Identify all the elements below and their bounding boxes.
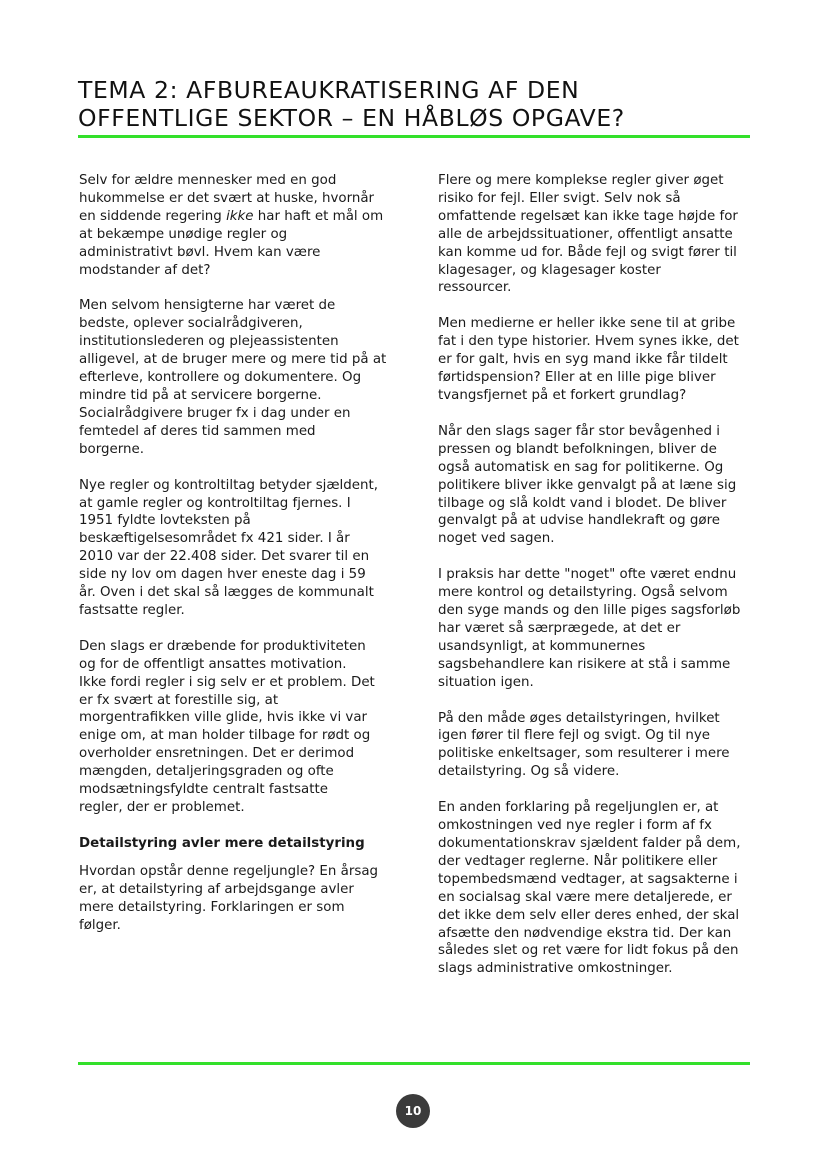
text-line: den syge mands og den lille piges sagsforløb <box>438 603 741 619</box>
text-line: dokumentationskrav sjældent falder på dem, <box>438 836 741 851</box>
text-line: usandsynligt, at kommunernes <box>438 638 646 654</box>
page-title <box>78 76 758 132</box>
text-line: og for de offentligt ansattes motivation. <box>79 656 347 672</box>
text-line: femtedel af deres tid sammen med <box>79 423 316 439</box>
text-line: Men selvom hensigterne har været de <box>79 298 336 314</box>
text-line: er fx svært at forestille sig, at <box>79 692 279 708</box>
text-line: enige om, at man holder tilbage for rødt og <box>79 728 371 744</box>
paragraph <box>79 477 397 620</box>
text-line: Når den slags sager får stor bevågenhed i <box>438 423 720 439</box>
text-line: overholder ensretningen. Det er derimod <box>79 746 355 762</box>
text-line: situation igen. <box>438 674 534 690</box>
text-line: mere kontrol og detailstyring. Også selvom <box>438 585 728 601</box>
left-column <box>79 172 397 952</box>
text-line: omkostningen ved nye regler i form af fx <box>438 818 712 834</box>
text-line: mere detailstyring. Forklaringen er som <box>79 899 345 915</box>
text-line: politiske enkeltsager, som resulterer i mere <box>438 746 730 762</box>
text-line: I praksis har dette "noget" ofte været endnu <box>438 567 737 583</box>
text-line: førtidspension? Eller at en lille pige bliver <box>438 370 716 386</box>
paragraph <box>79 172 397 279</box>
text-line: at gamle regler og kontroltiltag fjernes. I <box>79 495 351 511</box>
paragraph <box>438 566 756 691</box>
text-line: bedste, oplever socialrådgiveren, <box>79 316 303 332</box>
text-line: mængden, detaljeringsgraden og ofte <box>79 764 334 780</box>
text-line: fastsatte regler. <box>79 602 185 618</box>
paragraph <box>438 315 756 405</box>
paragraph <box>79 863 397 935</box>
paragraph <box>438 172 756 297</box>
text-line: således slet og ret være for lidt fokus på den <box>438 943 739 959</box>
text-line: Ikke fordi regler i sig selv er et problem. Det <box>79 674 375 690</box>
text-line: også automatisk en sag for politikerne. Og <box>438 459 724 475</box>
title-line: TEMA 2: AFBUREAUKRATISERING AF DEN <box>78 76 580 104</box>
text-line: borgerne. <box>79 441 144 457</box>
text-line: fat i den type historier. Hvem synes ikke, det <box>438 334 739 350</box>
text-line: På den måde øges detailstyringen, hvilket <box>438 710 720 726</box>
text-line: sagsbehandlere kan risikere at stå i samme <box>438 656 731 672</box>
paragraph <box>79 638 397 817</box>
right-column <box>438 172 756 996</box>
text-line: Flere og mere komplekse regler giver øget <box>438 173 724 188</box>
text-line: 1951 fyldte lovteksten på <box>79 513 251 529</box>
emphasis: ikke <box>226 208 254 224</box>
text-line: er for galt, hvis en syg mand ikke får tildelt <box>438 352 728 368</box>
bottom-divider <box>78 1062 750 1065</box>
text-line: tilbage og slå koldt vand i blodet. De bliver <box>438 495 727 511</box>
title-line: OFFENTLIGE SEKTOR – EN HÅBLØS OPGAVE? <box>78 104 625 132</box>
paragraph <box>438 423 756 548</box>
text-line: det ikke dem selv eller deres enhed, der skal <box>438 907 740 923</box>
text-line: alligevel, at de bruger mere og mere tid på at <box>79 352 387 368</box>
text-line: modstander af det? <box>79 262 211 278</box>
text-line: klagesager, og klagesager koster <box>438 262 661 278</box>
text-line: topembedsmænd vedtager, at sagsakterne i <box>438 871 738 887</box>
text-line: noget ved sagen. <box>438 531 555 547</box>
text-line: genvalgt på at udvise handlekraft og gøre <box>438 513 721 529</box>
text-line: Den slags er dræbende for produktiviteten <box>79 638 366 654</box>
text-line: Selv for ældre mennesker med en god <box>79 173 337 188</box>
text-line: Socialrådgivere bruger fx i dag under en <box>79 405 351 421</box>
text-line: følger. <box>79 917 121 933</box>
text-line: administrativt bøvl. Hvem kan være <box>79 244 321 260</box>
text-line: modsætningsfyldte centralt fastsatte <box>79 782 328 798</box>
text-line: slags administrative omkostninger. <box>438 961 673 977</box>
page-number-badge: 10 <box>396 1094 430 1128</box>
paragraph <box>79 297 397 458</box>
text-line: igen fører til flere fejl og svigt. Og til nye <box>438 728 711 744</box>
text-line: en socialsag skal være mere detaljerede, er <box>438 889 732 905</box>
text-line: Nye regler og kontroltiltag betyder sjældent, <box>79 477 379 493</box>
text-line: Men medierne er heller ikke sene til at gribe <box>438 316 736 332</box>
text-line: mindre tid på at servicere borgerne. <box>79 387 322 403</box>
section-heading: Detailstyring avler mere detailstyring <box>79 835 365 851</box>
text-line: politikere bliver ikke genvalgt på at læne sig <box>438 477 737 493</box>
text-line: kan komme ud for. Både fejl og svigt fører til <box>438 244 737 260</box>
text-line: institutionslederen og plejeassistenten <box>79 334 339 350</box>
text-line: En anden forklaring på regeljunglen er, at <box>438 800 719 816</box>
text-line: beskæftigelsesområdet fx 421 sider. I år <box>79 531 350 547</box>
text-line: 2010 var der 22.408 sider. Det svarer til en <box>79 549 370 565</box>
text-line: Hvordan opstår denne regeljungle? En årsag <box>79 863 379 879</box>
text-line: er, at detailstyring af arbejdsgange avler <box>79 881 354 897</box>
paragraph <box>438 799 756 978</box>
text-line: detailstyring. Og så videre. <box>438 764 620 780</box>
text-line: der vedtager reglerne. Når politikere eller <box>438 853 718 869</box>
text-line: ressourcer. <box>438 280 512 296</box>
text-line: pressen og blandt befolkningen, bliver de <box>438 441 717 457</box>
paragraph <box>438 710 756 782</box>
text-line: tvangsfjernet på et forkert grundlag? <box>438 387 687 403</box>
text-line: hukommelse er det svært at huske, hvornår <box>79 190 375 206</box>
text-line: omfattende regelsæt kan ikke tage højde for <box>438 208 738 224</box>
text-line: en siddende regering ikke har haft et mål om <box>79 208 384 224</box>
text-line: alle de arbejdssituationer, offentligt ansatte <box>438 226 733 242</box>
text-line: morgentrafikken ville glide, hvis ikke vi var <box>79 710 368 726</box>
text-line: risiko for fejl. Eller svigt. Selv nok så <box>438 190 681 206</box>
text-line: regler, der er problemet. <box>79 800 245 815</box>
text-line: år. Oven i det skal så lægges de kommunalt <box>79 585 374 601</box>
top-divider <box>78 135 750 138</box>
text-line: side ny lov om dagen hver eneste dag i 59 <box>79 567 366 583</box>
text-line: har været så særprægede, at det er <box>438 620 681 636</box>
text-line: at bekæmpe unødige regler og <box>79 226 288 242</box>
text-line: efterleve, kontrollere og dokumentere. Og <box>79 370 362 386</box>
text-line: afsætte den nødvendige ekstra tid. Der kan <box>438 925 732 941</box>
